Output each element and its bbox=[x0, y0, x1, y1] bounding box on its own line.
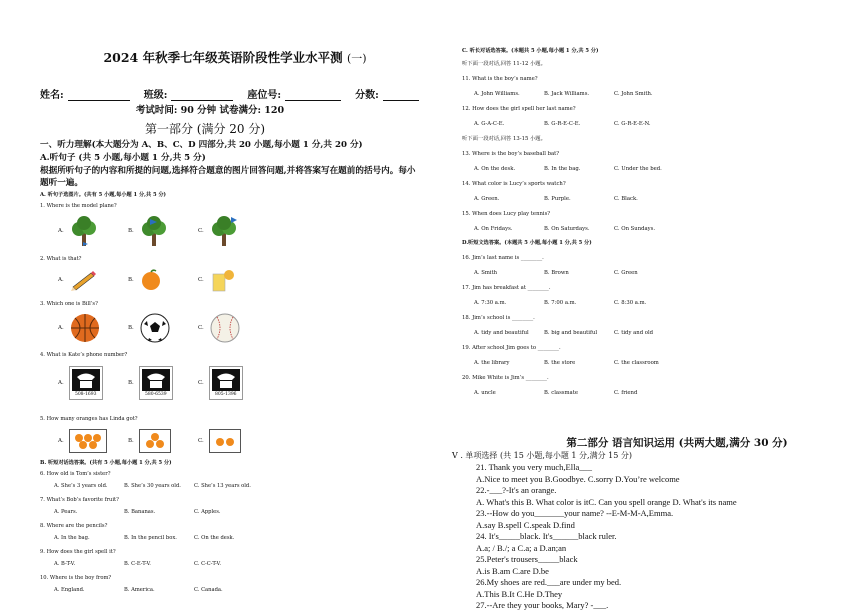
q18-options bbox=[462, 330, 832, 337]
q19-options bbox=[462, 360, 832, 367]
q5-option-b[interactable]: B. bbox=[128, 429, 198, 453]
seat-label: 座位号: bbox=[247, 90, 282, 101]
q14-option-c[interactable]: C. Black. bbox=[614, 196, 638, 202]
exam-time-line: 考试时间: 90 分钟 试卷满分: 120 bbox=[135, 105, 285, 116]
q15-option-b[interactable]: B. On Saturdays. bbox=[544, 226, 590, 232]
juice-icon bbox=[209, 268, 235, 292]
q5-option-a[interactable]: A. bbox=[58, 429, 128, 453]
q19-option-c[interactable]: C. the classroom bbox=[614, 360, 659, 366]
score-label: 分数: bbox=[355, 90, 379, 101]
question-20: 20. Mike White is Jim’s ________. bbox=[462, 375, 549, 381]
sub-a-heading: A. 听句子选图片。(共有 5 小题,每小题 1 分,共 5 分) bbox=[40, 192, 167, 198]
c-intro-1: 听下面一段对话,回答 11-12 小题。 bbox=[462, 61, 546, 67]
q17-option-c[interactable]: C. 8:30 a.m. bbox=[614, 300, 647, 306]
question-14: 14. What color is Lucy’s sports watch? bbox=[462, 181, 566, 187]
q3-option-b[interactable]: B. bbox=[128, 312, 198, 344]
oranges-box bbox=[209, 429, 241, 453]
q20-options bbox=[462, 390, 832, 397]
q10-option-c[interactable]: C. Canada. bbox=[194, 587, 223, 593]
q4-option-b[interactable]: B. 580-6539 bbox=[128, 366, 198, 400]
q9-option-c[interactable]: C. C-C-T-V. bbox=[194, 561, 221, 567]
question-5: 5. How many oranges has Linda got? bbox=[40, 416, 138, 422]
question-16: 16. Jim’s last name is ________. bbox=[462, 255, 544, 261]
q16-options bbox=[462, 270, 832, 277]
q16-option-c[interactable]: C. Green bbox=[614, 270, 638, 276]
q15-option-c[interactable]: C. On Sundays. bbox=[614, 226, 656, 232]
baseball-icon bbox=[209, 312, 241, 344]
orange-icon bbox=[139, 269, 163, 291]
q3-options bbox=[40, 311, 420, 345]
sectionA-heading: A.听句子 (共 5 小题,每小题 1 分,共 5 分) bbox=[40, 153, 206, 163]
seat-blank[interactable] bbox=[285, 91, 341, 101]
q8-option-c[interactable]: C. On the desk. bbox=[194, 535, 235, 541]
basketball-icon bbox=[69, 312, 101, 344]
q18-option-b[interactable]: B. big and beautiful bbox=[544, 330, 598, 336]
score-blank[interactable] bbox=[383, 91, 419, 101]
section1-heading: 一、听力理解(本大题分为 A、B、C、D 四部分,共 20 小题,每小题 1 分,共 20 分) bbox=[40, 140, 363, 150]
q12-option-b[interactable]: B. G-R-E-C-E. bbox=[544, 121, 581, 127]
telephone-icon bbox=[212, 369, 240, 391]
q10-option-b[interactable]: B. America. bbox=[124, 587, 155, 593]
name-blank[interactable] bbox=[68, 91, 130, 101]
question-10: 10. Where is the boy from? bbox=[40, 575, 112, 581]
left-column bbox=[40, 48, 420, 594]
question-17: 17. Jim has breakfast at ________. bbox=[462, 285, 551, 291]
mc-options[interactable]: A.is B.am C.are D.be bbox=[476, 565, 549, 576]
mc-line: 24. It's_____black. It's______black ruler. bbox=[476, 531, 617, 541]
question-9: 9. How does the girl spell it? bbox=[40, 549, 116, 555]
question-6: 6. How old is Tom’s sister? bbox=[40, 471, 111, 477]
q4-option-c[interactable]: C. 805-1396 bbox=[198, 366, 268, 400]
mc-line: 21. Thank you very much,Ella___ bbox=[476, 462, 592, 472]
q7-option-a[interactable]: A. Pears. bbox=[54, 509, 78, 515]
q7-option-c[interactable]: C. Apples. bbox=[194, 509, 221, 515]
instructions: 根据所听句子的内容和所提的问题,选择符合题意的图片回答问题,并将答案写在题前的括号内。每小题听一遍。 bbox=[40, 166, 416, 188]
q9-options bbox=[40, 561, 420, 568]
telephone-icon bbox=[72, 369, 100, 391]
question-3: 3. Which one is Bill’s? bbox=[40, 301, 98, 307]
q13-option-c[interactable]: C. Under the bed. bbox=[614, 166, 662, 172]
soccer-ball-icon bbox=[139, 312, 171, 344]
class-blank[interactable] bbox=[171, 91, 233, 101]
telephone-icon bbox=[142, 369, 170, 391]
question-8: 8. Where are the pencils? bbox=[40, 523, 108, 529]
question-1: 1. Where is the model plane? bbox=[40, 203, 117, 209]
q11-options bbox=[462, 91, 832, 98]
q19-option-b[interactable]: B. the store bbox=[544, 360, 576, 366]
question-13: 13. Where is the boy’s baseball bat? bbox=[462, 151, 560, 157]
q6-option-b[interactable]: B. She’s 30 years old. bbox=[124, 483, 181, 489]
tree-plane-icon bbox=[69, 215, 99, 247]
q13-option-a[interactable]: A. On the desk. bbox=[474, 166, 516, 172]
mc-options[interactable]: A.This B.It C.He D.They bbox=[476, 588, 563, 599]
question-18: 18. Jim’s school is ________. bbox=[462, 315, 535, 321]
q12-option-c[interactable]: C. G-R-E-E-N. bbox=[614, 121, 651, 127]
q3-option-a[interactable]: A. bbox=[58, 312, 128, 344]
sub-c-heading: C. 听长对话选答案。(本题共 5 小题,每小题 1 分,共 5 分) bbox=[462, 48, 599, 54]
q6-options bbox=[40, 483, 420, 490]
q6-option-c[interactable]: C. She’s 13 years old. bbox=[194, 483, 251, 489]
q2-options bbox=[40, 266, 420, 294]
mc-line: 25.Peter's trousers_____black bbox=[476, 554, 578, 564]
mc-options[interactable]: A.a; / B./; a C.a; a D.an;an bbox=[476, 542, 567, 553]
oranges-box bbox=[139, 429, 171, 453]
q1-option-a[interactable]: A. bbox=[58, 215, 128, 247]
c-intro-2: 听下面一段对话,回答 13-15 小题。 bbox=[462, 136, 546, 142]
mc-questions bbox=[462, 462, 832, 612]
q1-options bbox=[40, 213, 420, 249]
q20-option-c[interactable]: C. friend bbox=[614, 390, 638, 396]
sub-d-heading: D.听短文选答案。(本题共 5 小题,每小题 1 分,共 5 分) bbox=[462, 240, 592, 246]
q11-option-b[interactable]: B. Jack Williams. bbox=[544, 91, 590, 97]
question-11: 11. What is the boy’s name? bbox=[462, 76, 538, 82]
tree-plane-icon bbox=[139, 215, 169, 247]
part1-title: 第一部分 (满分 20 分) bbox=[144, 122, 266, 136]
q17-options bbox=[462, 300, 832, 307]
q8-options bbox=[40, 535, 420, 542]
pencil-icon bbox=[69, 269, 97, 291]
mc-line: 27.--Are they your books, Mary? -___. bbox=[476, 600, 609, 610]
question-15: 15. When does Lucy play tennis? bbox=[462, 211, 551, 217]
q7-options bbox=[40, 509, 420, 516]
q13-options bbox=[462, 166, 832, 173]
q18-option-c[interactable]: C. tidy and old bbox=[614, 330, 654, 336]
q10-options bbox=[40, 587, 420, 594]
q6-option-a[interactable]: A. She’s 3 years old. bbox=[54, 483, 108, 489]
q17-option-b[interactable]: B. 7:00 a.m. bbox=[544, 300, 577, 306]
tree-plane-icon bbox=[209, 215, 239, 247]
q11-option-a[interactable]: A. John Williams. bbox=[474, 91, 520, 97]
q11-option-c[interactable]: C. John Smith. bbox=[614, 91, 653, 97]
q2-option-a[interactable]: A. bbox=[58, 269, 128, 291]
q16-option-b[interactable]: B. Brown bbox=[544, 270, 569, 276]
q5-options bbox=[40, 426, 420, 456]
q2-option-c[interactable]: C. bbox=[198, 268, 268, 292]
q17-option-a[interactable]: A. 7:30 a.m. bbox=[474, 300, 507, 306]
question-12: 12. How does the girl spell her last name? bbox=[462, 106, 576, 112]
question-7: 7. What’s Bob’s favorite fruit? bbox=[40, 497, 119, 503]
q18-option-a[interactable]: A. tidy and beautiful bbox=[474, 330, 529, 336]
q7-option-b[interactable]: B. Bananas. bbox=[124, 509, 156, 515]
mc-options[interactable]: A.say B.spell C.speak D.find bbox=[476, 519, 575, 530]
mc-options[interactable]: A.Nice to meet you B.Goodbye. C.sorry D.You’re welcome bbox=[476, 473, 680, 484]
q12-options bbox=[462, 121, 832, 128]
q14-options bbox=[462, 196, 832, 203]
q19-option-a[interactable]: A. the library bbox=[474, 360, 510, 366]
exam-title: 2024 年秋季七年级英语阶段性学业水平测 (一) bbox=[103, 50, 367, 65]
q20-option-b[interactable]: B. classmate bbox=[544, 390, 578, 396]
q15-options bbox=[462, 226, 832, 233]
oranges-icon bbox=[214, 432, 236, 450]
q1-option-b[interactable]: B. bbox=[128, 215, 198, 247]
part2-title: 第二部分 语言知识运用 (共两大题,满分 30 分) bbox=[566, 437, 788, 449]
q8-option-a[interactable]: A. In the bag. bbox=[54, 535, 90, 541]
student-info-line bbox=[40, 86, 420, 101]
right-column bbox=[452, 48, 832, 612]
phone-card: 805-1396 bbox=[209, 366, 243, 400]
q12-option-a[interactable]: A. G-A-C-E. bbox=[474, 121, 505, 127]
section-v-heading: V . 单项选择 (共 15 小题,每小题 1 分,满分 15 分) bbox=[452, 451, 632, 460]
q2-option-b[interactable]: B. bbox=[128, 269, 198, 291]
q14-option-b[interactable]: B. Purple. bbox=[544, 196, 571, 202]
name-label: 姓名: bbox=[40, 90, 64, 101]
q4-option-a[interactable]: A. 508-1693 bbox=[58, 366, 128, 400]
q1-option-c[interactable]: C. bbox=[198, 215, 268, 247]
q16-option-a[interactable]: A. Smith bbox=[474, 270, 498, 276]
q5-option-c[interactable]: C. bbox=[198, 429, 268, 453]
oranges-box bbox=[69, 429, 107, 453]
q3-option-c[interactable]: C. bbox=[198, 312, 268, 344]
q14-option-a[interactable]: A. Green. bbox=[474, 196, 500, 202]
q13-option-b[interactable]: B. In the bag. bbox=[544, 166, 581, 172]
sub-b-heading: B. 听短对话选答案。(共有 5 小题,每小题 1 分,共 5 分) bbox=[40, 460, 172, 466]
question-2: 2. What is that? bbox=[40, 256, 82, 262]
oranges-icon bbox=[74, 432, 102, 450]
phone-card: 508-1693 bbox=[69, 366, 103, 400]
mc-line: 26.My shoes are red.___are under my bed. bbox=[476, 577, 622, 587]
question-19: 19. After school Jim goes to ________. bbox=[462, 345, 561, 351]
q8-option-b[interactable]: B. In the pencil box. bbox=[124, 535, 177, 541]
mc-line: 23.--How do you_______your name? --E-M-M-A,Emma. bbox=[476, 508, 674, 518]
question-4: 4. What is Kate’s phone number? bbox=[40, 352, 128, 358]
phone-card: 580-6539 bbox=[139, 366, 173, 400]
q9-option-b[interactable]: B. C-E-T-V. bbox=[124, 561, 151, 567]
q9-option-a[interactable]: A. B-T-V. bbox=[54, 561, 76, 567]
q20-option-a[interactable]: A. uncle bbox=[474, 390, 496, 396]
class-label: 班级: bbox=[143, 90, 168, 101]
q4-options bbox=[40, 362, 420, 404]
mc-options[interactable]: A. What's this B. What color is itC. Can you spell orange D. What's its name bbox=[476, 496, 737, 507]
q10-option-a[interactable]: A. England. bbox=[54, 587, 85, 593]
q15-option-a[interactable]: A. On Fridays. bbox=[474, 226, 513, 232]
oranges-icon bbox=[144, 432, 166, 450]
mc-line: 22.-___?-It's an orange. bbox=[476, 485, 557, 495]
